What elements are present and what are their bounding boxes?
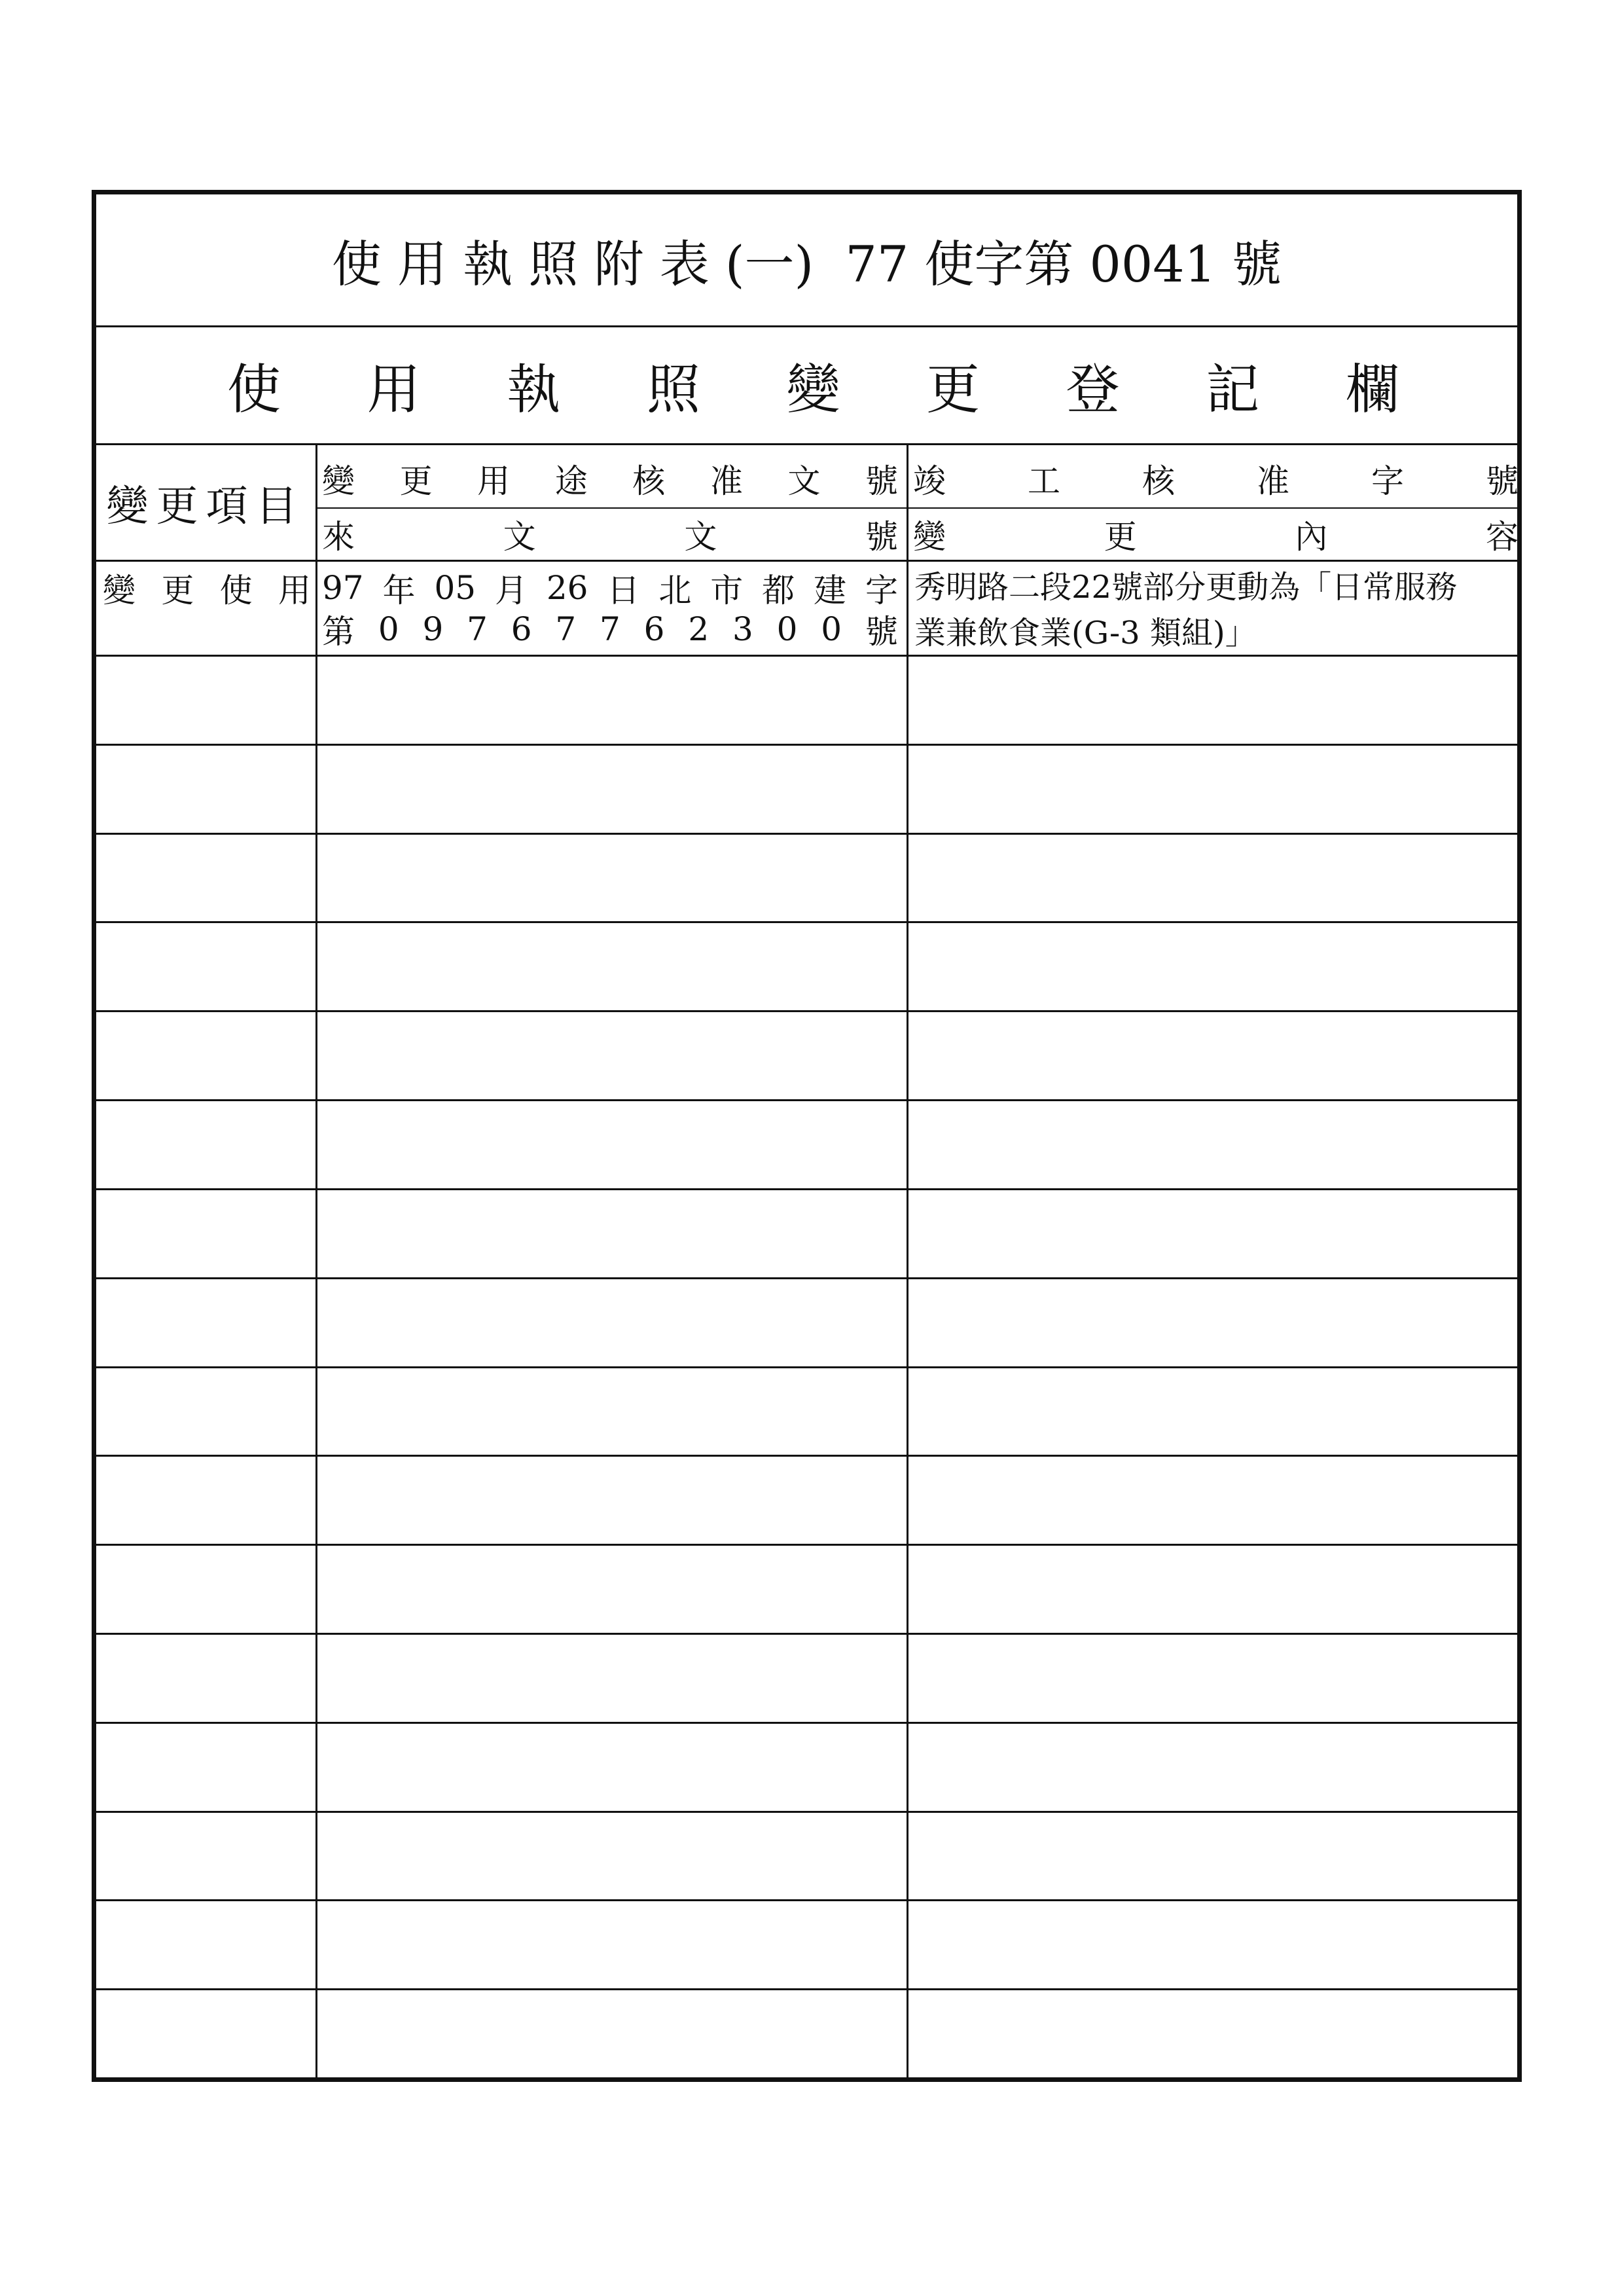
subtitle-char: 登	[1066, 359, 1120, 421]
subtitle-char: 照	[646, 359, 700, 421]
subtitle-char: 變	[786, 359, 840, 421]
subtitle-char: 記	[1206, 359, 1260, 421]
header-change-content: 變 更 內 容	[913, 517, 1519, 556]
row-doc-date-line: 97 年 05 月 26 日 北 市 都 建 字	[322, 568, 898, 610]
subtitle-char: 更	[926, 359, 980, 421]
row-divider	[96, 921, 1517, 923]
row-divider	[96, 655, 1517, 657]
row-divider	[96, 833, 1517, 835]
column-divider	[907, 445, 908, 2077]
row-change-item: 變 更 使 用	[103, 571, 311, 610]
row-divider	[96, 1099, 1517, 1101]
change-content-line: 秀明路二段22號部分更動為「日常服務	[914, 569, 1458, 606]
row-divider	[96, 1277, 1517, 1279]
column-divider	[315, 445, 317, 2077]
header-divider	[315, 507, 1517, 509]
row-divider	[96, 1722, 1517, 1724]
row-change-content	[914, 564, 1520, 656]
row-divider	[96, 1811, 1517, 1813]
row-divider	[96, 1010, 1517, 1012]
form-subtitle	[96, 327, 1517, 445]
subtitle-char: 執	[507, 359, 561, 421]
subtitle-char: 欄	[1345, 359, 1399, 421]
header-incoming-doc-number: 來 文 文 號	[322, 517, 898, 556]
row-divider	[96, 1188, 1517, 1190]
row-divider	[96, 1544, 1517, 1546]
row-divider	[96, 1988, 1517, 1990]
subtitle-char: 使	[227, 359, 281, 421]
subtitle-char: 用	[367, 359, 421, 421]
row-divider	[96, 1455, 1517, 1457]
row-divider	[96, 744, 1517, 746]
row-divider	[96, 1366, 1517, 1368]
header-completion-approval-number: 竣 工 核 准 字 號	[913, 462, 1519, 500]
row-divider	[96, 1633, 1517, 1635]
change-register-table	[96, 445, 1517, 2077]
row-doc-number-line: 第 0 9 7 6 7 7 6 2 3 0 0 號	[322, 610, 898, 651]
header-bottom-line	[96, 560, 1517, 562]
form-title: 使 用 執 照 附 表 (一) 77 使字第 0041 號	[96, 194, 1517, 327]
header-approval-doc-number: 變 更 用 途 核 准 文 號	[322, 462, 898, 500]
row-divider	[96, 1899, 1517, 1901]
change-content-line: 業兼飲食業(G-3 類組)」	[914, 615, 1257, 651]
usage-permit-form	[92, 190, 1522, 2082]
header-change-item: 變更項目	[106, 482, 306, 531]
